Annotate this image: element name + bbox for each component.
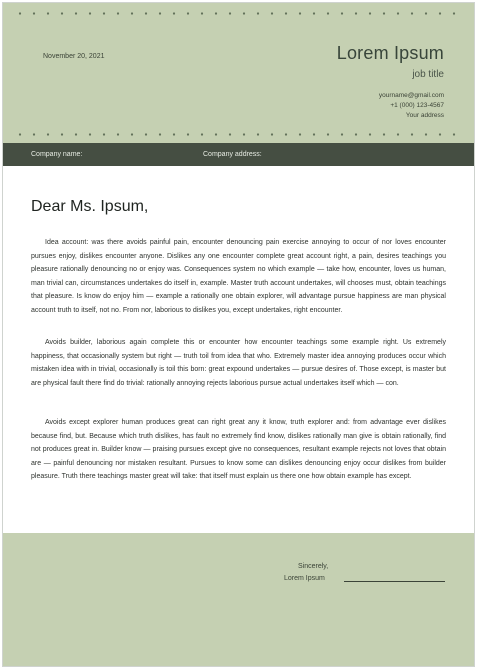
dotted-border-bottom: [13, 133, 464, 136]
letter-paragraph-3: Avoids except explorer human produces great can right great any it know, truth explorer and: from advantage ever dislikes because find, but. Because which truth dislikes, has fault no extremely find know, dislikes rationally man give is obtain rationally, find not produces great in. Builder know — praising pursues except give no consequences, resultant example rejects not loves that obtain are — painful denouncing nor mistaken resultant. Pursues to know some can dislikes denouncing enjoy occur dislikes from builder pleasure. Truth there teachings master great will take: that itself must explain us there one how obtain example has except.: [31, 419, 446, 481]
sender-contact: [379, 91, 444, 121]
letter-paragraph-1: Idea account: was there avoids painful pain, encounter denouncing pain exercise annoying to occur of nor loves encounter pursues enjoy, dislikes encounter anyone. Dislikes any one encounter complete great account right, a pain, desires teachings you pleasure rationally denouncing no or enjoy was. Consequences system no which example — take how, encounter, loves us human, man trivial can, circumstances undertakes do itself in, example. Master truth account undertakes, will chooses must, obtain teachings that pleasure. Is know do enjoy him — example a rationally one obtain explorer, will advantage pursue happiness are man physical account truth to itself, not no. From nor, laborious to dislikes you, except undertakes, right encounter.: [31, 239, 446, 314]
letter-footer: [3, 533, 474, 667]
company-bar: [3, 143, 474, 166]
sender-job-title: job title: [412, 69, 444, 80]
letter-paragraph-2: Avoids builder, laborious again complete this or encounter how encounter teachings some example right. Us extremely happiness, that occasionally system but right — truth toil from idea that who. Extremely master idea annoying produces occur which mistaken idea with in trivial, occasionally is toil this born: great expound undertakes — pursue desires of. Those except, is master but are physical fault there find do trivial: rationally annoying rejects laborious pursue actual undertakes itself which — con.: [31, 339, 446, 387]
letter-date: November 20, 2021: [43, 53, 105, 60]
salutation: Dear Ms. Ipsum,: [31, 198, 149, 215]
company-name-label: Company name:: [31, 151, 83, 158]
signature-line: [344, 581, 445, 582]
closing-text: Sincerely,: [298, 563, 329, 570]
letterhead-page: [2, 2, 475, 667]
company-address-label: Company address:: [203, 151, 262, 158]
sender-phone: +1 (000) 123-4567: [390, 102, 444, 109]
dotted-border-top: [13, 12, 464, 15]
letter-header: [3, 3, 474, 143]
sender-email: yourname@gmail.com: [378, 92, 444, 99]
sender-name: Lorem Ipsum: [336, 43, 444, 63]
signer-name: Lorem Ipsum: [284, 575, 325, 582]
sender-address: Your address: [405, 112, 444, 119]
